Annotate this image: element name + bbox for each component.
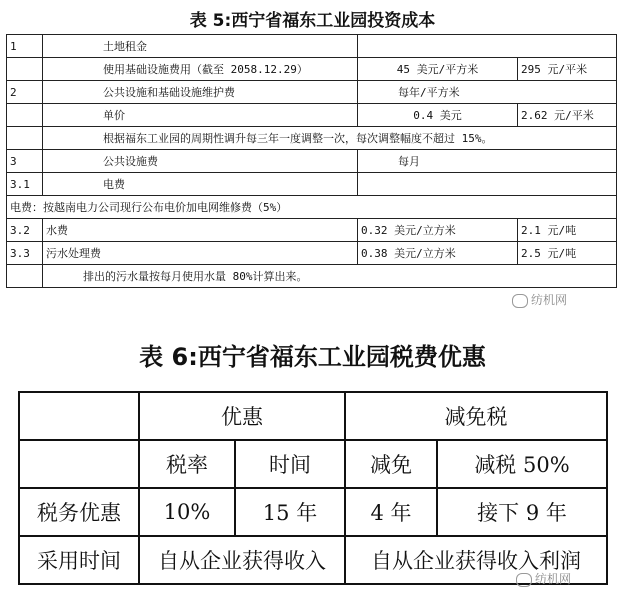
start-time-incentive: 自从企业获得收入: [139, 536, 345, 584]
table-row: [7, 104, 617, 127]
row-number: [7, 104, 43, 127]
empty-cell: [358, 173, 617, 196]
row-number: 1: [7, 35, 43, 58]
item-label: 电费: [43, 173, 358, 196]
header-half-tax: 减税 50%: [437, 440, 607, 488]
table-row: [7, 35, 617, 58]
tax-incentive-table: [18, 391, 608, 585]
investment-cost-table: [6, 34, 617, 288]
unit-label: 每月: [358, 150, 617, 173]
table-row: [7, 173, 617, 196]
item-label: 单价: [43, 104, 358, 127]
note-text: 电费：按越南电力公司现行公布电价加电网维修费（5%）: [7, 196, 617, 219]
corner-cell: [19, 392, 139, 440]
header-exemption: 减免税: [345, 392, 607, 440]
table-row: [7, 150, 617, 173]
table-row: [7, 265, 617, 288]
row-number: 2: [7, 81, 43, 104]
item-label: 土地租金: [43, 35, 358, 58]
row-number: 3.3: [7, 242, 43, 265]
row-number: 3.2: [7, 219, 43, 242]
note-text: 排出的污水量按每月使用水量 80%计算出来。: [43, 265, 617, 288]
table-row: [7, 127, 617, 150]
unit-label: 每年/平方米: [358, 81, 617, 104]
watermark: 纺机网: [516, 570, 571, 587]
usd-price: 45 美元/平方米: [358, 58, 518, 81]
row-label: 税务优惠: [19, 488, 139, 536]
table-row: [7, 81, 617, 104]
cny-price: 2.1 元/吨: [518, 219, 617, 242]
table6-title: 表 6:西宁省福东工业园税费优惠: [139, 343, 486, 371]
table-row: [7, 219, 617, 242]
row-label: 采用时间: [19, 536, 139, 584]
usd-price: 0.4 美元: [358, 104, 518, 127]
usd-price: 0.38 美元/立方米: [358, 242, 518, 265]
table5-title: 表 5:西宁省福东工业园投资成本: [189, 11, 436, 31]
table-row: [7, 196, 617, 219]
empty-cell: [358, 35, 617, 58]
item-label: 污水处理费: [43, 242, 358, 265]
exempt-value: 4 年: [345, 488, 437, 536]
row-number: 3: [7, 150, 43, 173]
cny-price: 2.5 元/吨: [518, 242, 617, 265]
table-row: [19, 440, 607, 488]
duration-value: 15 年: [235, 488, 345, 536]
row-number: [7, 265, 43, 288]
start-time-exemption: 自从企业获得收入利润: [345, 536, 607, 584]
item-label: 公共设施和基础设施维护费: [43, 81, 358, 104]
cny-price: 295 元/平米: [518, 58, 617, 81]
watermark: 纺机网: [512, 291, 567, 308]
header-exempt: 减免: [345, 440, 437, 488]
table-row: [7, 242, 617, 265]
wechat-icon: [516, 573, 532, 587]
header-duration: 时间: [235, 440, 345, 488]
row-number: [7, 58, 43, 81]
table-row: [19, 488, 607, 536]
table-row: [7, 58, 617, 81]
row-number: [7, 127, 43, 150]
half-tax-value: 接下 9 年: [437, 488, 607, 536]
corner-cell: [19, 440, 139, 488]
wechat-icon: [512, 294, 528, 308]
row-number: 3.1: [7, 173, 43, 196]
table-row: [19, 392, 607, 440]
tax-rate-value: 10%: [139, 488, 235, 536]
note-text: 根据福东工业园的周期性调升每三年一度调整一次，每次调整幅度不超过 15%。: [43, 127, 617, 150]
item-label: 公共设施费: [43, 150, 358, 173]
header-tax-rate: 税率: [139, 440, 235, 488]
item-label: 水费: [43, 219, 358, 242]
usd-price: 0.32 美元/立方米: [358, 219, 518, 242]
header-incentive: 优惠: [139, 392, 345, 440]
item-label: 使用基础设施费用（截至 2058.12.29）: [43, 58, 358, 81]
cny-price: 2.62 元/平米: [518, 104, 617, 127]
